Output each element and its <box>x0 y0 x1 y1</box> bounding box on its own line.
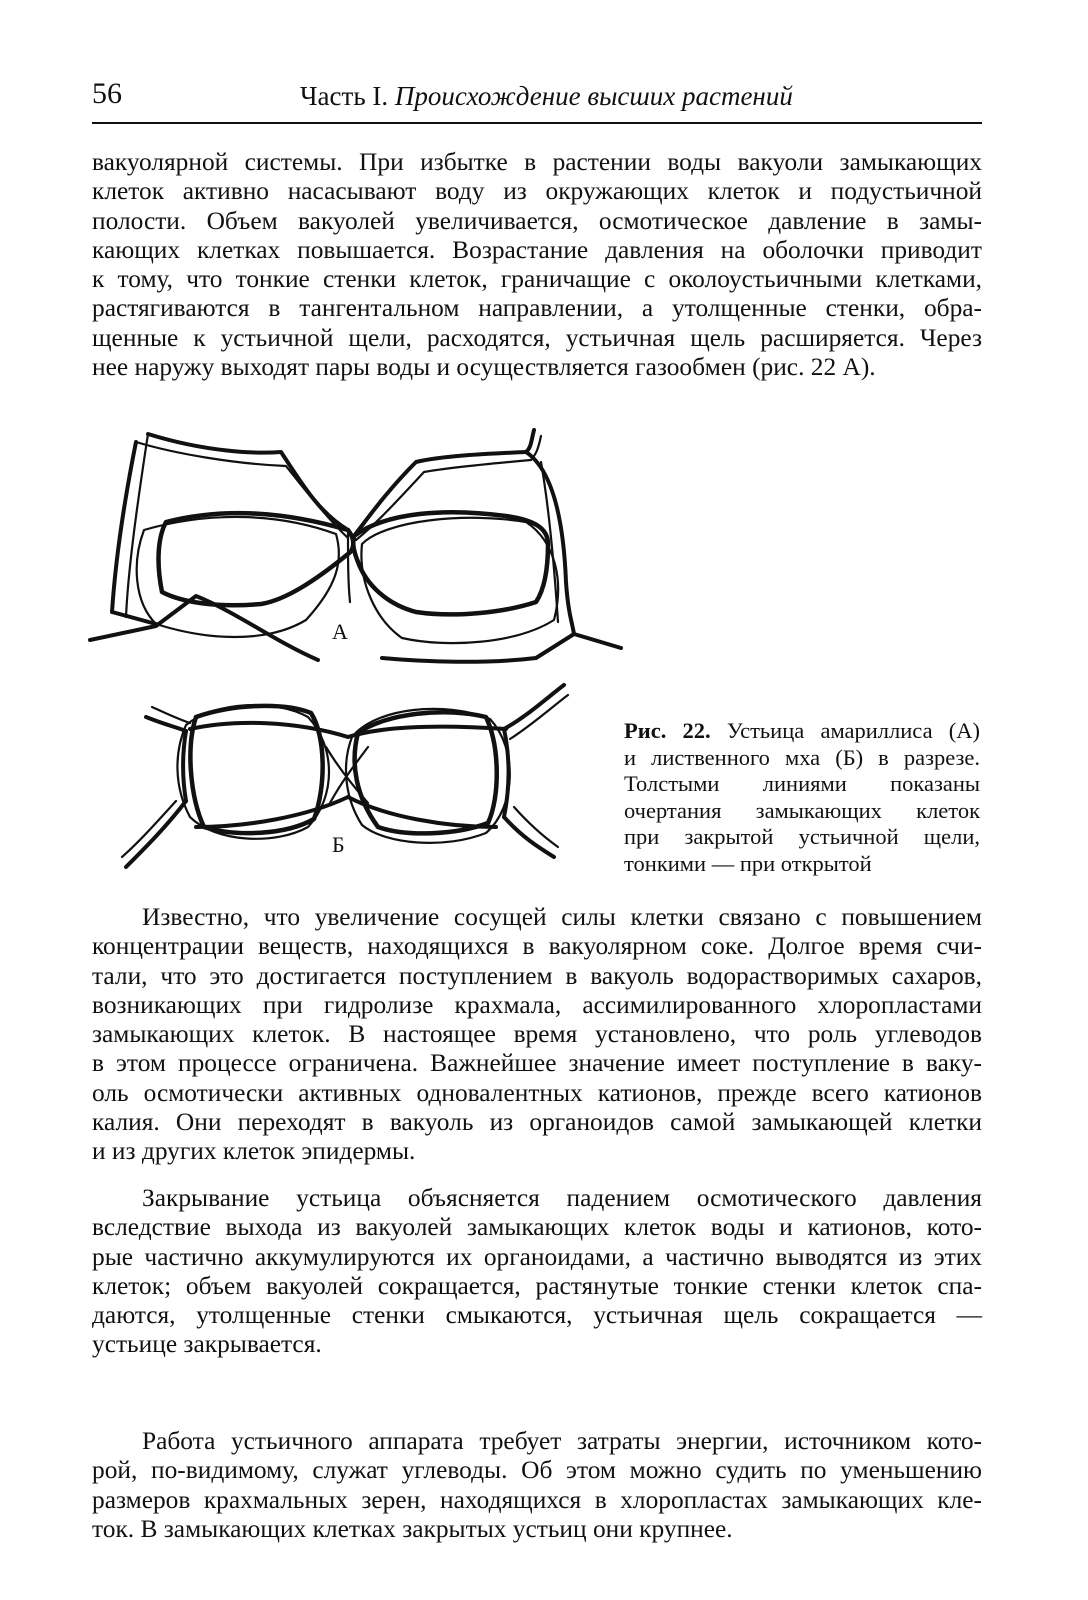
running-header <box>92 74 982 124</box>
text-line: Работа устьичного аппарата требует затраты энергии, источником кото- <box>142 1427 982 1455</box>
text-line: рые частично аккумулируются их органоидами, а частично выводятся из этих <box>92 1242 982 1271</box>
caption-line: Толстыми линиями показаны <box>624 771 980 796</box>
text-line: полости. Объем вакуолей увеличивается, осмотическое давление в замы- <box>92 206 982 235</box>
text-line: клеток; объем вакуолей сокращается, растянутые тонкие стенки клеток спа- <box>92 1271 982 1300</box>
caption-line: при закрытой устьичной щели, <box>624 824 980 849</box>
stomata-illustration <box>86 412 626 882</box>
text-line: нее наружу выходят пары воды и осуществляется газообмен (рис. 22 А). <box>92 353 876 382</box>
text-line: вакуолярной системы. При избытке в растении воды вакуоли замыкающих <box>92 148 982 176</box>
caption-line <box>624 718 980 745</box>
text-line: растягиваются в тангентальном направлении, а утолщенные стенки, обра- <box>92 294 982 323</box>
figure-caption <box>624 718 980 877</box>
caption-line: и лиственного мха (Б) в разрезе. <box>624 744 980 770</box>
figure-label-b: Б <box>332 832 345 857</box>
text-line: размеров крахмальных зерен, находящихся в хлоропластах замыкающих кле- <box>92 1485 982 1514</box>
paragraph-3 <box>92 1184 982 1360</box>
paragraph-2 <box>92 903 982 1167</box>
text-line: ток. В замыкающих клетках закрытых устьиц они крупнее. <box>92 1514 733 1543</box>
part-title: Происхождение высших растений <box>394 81 793 111</box>
text-line: тали, что это достигается поступлением в вакуоль водорастворимых сахаров, <box>92 961 982 990</box>
caption-line: тонкими — при открытой <box>624 850 872 876</box>
text-line: Известно, что увеличение сосущей силы клетки связано с повышением <box>142 903 982 931</box>
text-line: клеток активно насасывают воду из окружающих клеток и подустьичной <box>92 177 982 206</box>
paragraph-4 <box>92 1427 982 1544</box>
part-label: Часть I. <box>300 81 389 111</box>
text-line: щенные к устьичной щели, расходятся, устьичная щель расширяется. Через <box>92 323 982 352</box>
text-line: возникающих при гидролизе крахмала, ассимилированного хлоропластами <box>92 990 982 1019</box>
text-line: замыкающих клеток. В настоящее время установлено, что роль углеводов <box>92 1020 982 1049</box>
caption-line: очертания замыкающих клеток <box>624 797 980 823</box>
text-line: калия. Они переходят в вакуоль из органоидов самой замыкающей клетки <box>92 1108 982 1137</box>
page-number: 56 <box>92 77 122 110</box>
paragraph-1 <box>92 148 982 382</box>
text-line: к тому, что тонкие стенки клеток, граничащие с околоустьичными клетками, <box>92 265 982 294</box>
text-line: кающих клетках повышается. Возрастание давления на оболочки приводит <box>92 235 982 264</box>
figure-label-a: А <box>332 619 348 644</box>
text-line: оль осмотически активных одновалентных катионов, прежде всего катионов <box>92 1078 982 1107</box>
chapter-title <box>300 76 793 116</box>
caption-number: Рис. 22. <box>624 718 711 743</box>
diagram-a <box>90 430 621 662</box>
text-line: в этом процессе ограничена. Важнейшее значение имеет поступление в ваку- <box>92 1049 982 1078</box>
text-line: устьице закрывается. <box>92 1330 322 1359</box>
diagram-b <box>122 685 568 867</box>
text-line: рой, по-видимому, служат углеводы. Об этом можно судить по уменьшению <box>92 1456 982 1485</box>
text-line: Закрывание устьица объясняется падением осмотического давления <box>142 1184 982 1212</box>
text-line: и из других клеток эпидермы. <box>92 1137 416 1166</box>
text-line: вследствие выхода из вакуолей замыкающих клеток воды и катионов, кото- <box>92 1213 982 1242</box>
caption-text: Устьица амариллиса (А) <box>726 718 980 743</box>
text-line: концентрации веществ, находящихся в вакуолярном соке. Долгое время счи- <box>92 932 982 961</box>
text-line: даются, утолщенные стенки смыкаются, устьичная щель сокращается — <box>92 1301 982 1330</box>
